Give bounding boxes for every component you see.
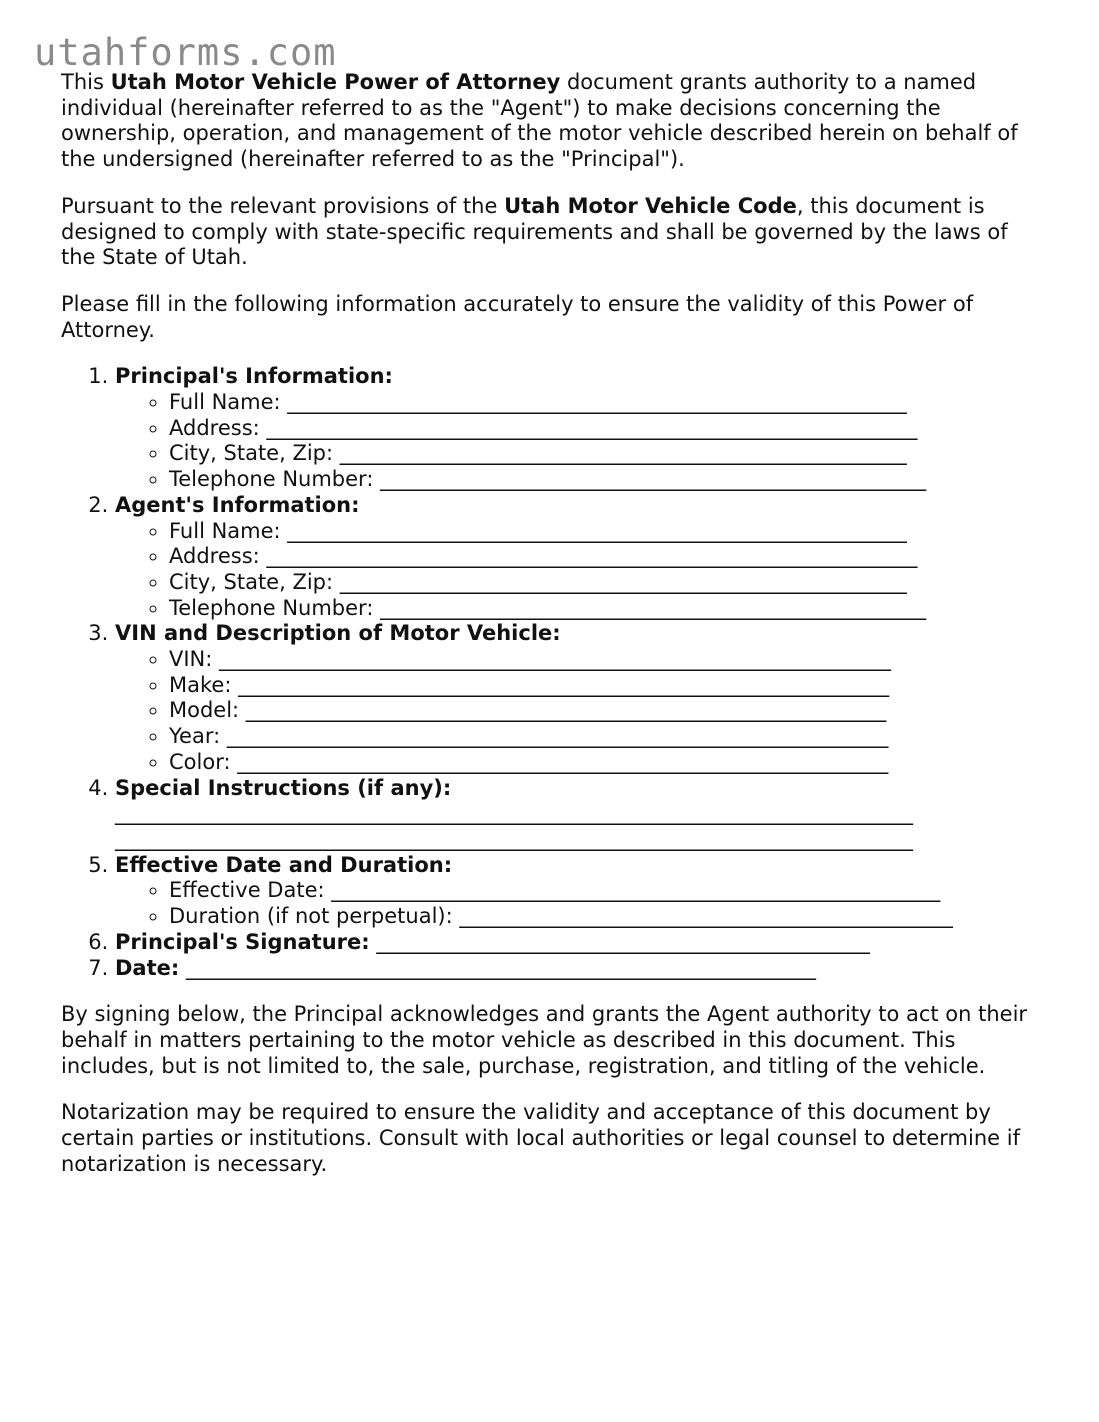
principal-signature-line[interactable]: _______________________________________________ — [369, 929, 870, 954]
principal-full-name-field[interactable]: ◦ Full Name: ___________________________________________________________ — [169, 390, 1046, 416]
intro-text-end: document grants authority to a named individual (hereinafter referred to as the "Agent") to make decisions concerning the ownership, operation, and management of the motor vehicle described herein on behalf of the undersigned (hereinafter referred to as the "Principal"). — [61, 70, 1018, 172]
special-instructions-section — [115, 776, 1046, 853]
special-instructions-heading: Special Instructions (if any): — [115, 775, 452, 800]
date-line[interactable]: ____________________________________________________________ — [179, 955, 816, 980]
pursuant-code-name: Utah Motor Vehicle Code — [504, 193, 797, 218]
notarization-paragraph: Notarization may be required to ensure the validity and acceptance of this document by certain parties or institutions. Consult with local authorities or legal counsel to determine if notarization is necessary. — [61, 1100, 1020, 1176]
agent-section-heading: Agent's Information: — [115, 492, 360, 517]
pursuant-text-start: Pursuant to the relevant provisions of the — [61, 193, 505, 218]
principal-section-heading: Principal's Information: — [115, 364, 393, 389]
effective-fields — [115, 878, 1046, 929]
intro-document-title: Utah Motor Vehicle Power of Attorney — [110, 70, 561, 94]
vehicle-year-field[interactable]: ◦ Year: _______________________________________________________________ — [169, 724, 1046, 750]
vehicle-model-field[interactable]: ◦ Model: _____________________________________________________________ — [169, 698, 1046, 724]
agent-full-name-field[interactable]: ◦ Full Name: ___________________________________________________________ — [169, 519, 1046, 545]
agent-fields — [115, 519, 1046, 622]
pursuant-text-end: , this document is designed to comply with state-specific requirements and shall be governed by the laws of the State of Utah. — [61, 193, 1008, 270]
principal-address-field[interactable]: ◦ Address: ______________________________________________________________ — [169, 416, 1046, 442]
principal-city-state-zip-field[interactable]: ◦ City, State, Zip: ______________________________________________________ — [169, 441, 1046, 467]
date-label: Date: — [115, 955, 180, 980]
pursuant-paragraph — [61, 194, 1046, 271]
effective-section — [115, 853, 1046, 930]
vehicle-section — [115, 621, 1046, 775]
date-section — [115, 956, 1046, 982]
vehicle-section-heading: VIN and Description of Motor Vehicle: — [115, 621, 561, 646]
special-instructions-line-1[interactable]: ____________________________________________________________________________ — [115, 801, 913, 826]
agent-section — [115, 493, 1046, 622]
document-body — [61, 70, 1046, 1198]
vehicle-vin-field[interactable]: ◦ VIN: ________________________________________________________________ — [169, 647, 1046, 673]
duration-field[interactable]: ◦ Duration (if not perpetual): _______________________________________________ — [169, 904, 1046, 930]
vehicle-color-field[interactable]: ◦ Color: ______________________________________________________________ — [169, 750, 1046, 776]
principal-section — [115, 364, 1046, 493]
special-instructions-line-2[interactable]: ____________________________________________________________________________ — [115, 826, 913, 851]
form-sections-list — [61, 364, 1046, 981]
principal-telephone-field[interactable]: ◦ Telephone Number: ____________________________________________________ — [169, 467, 1046, 493]
principal-signature-label: Principal's Signature: — [115, 929, 370, 954]
acknowledgement-paragraph: By signing below, the Principal acknowledges and grants the Agent authority to act on their behalf in matters pertaining to the motor vehicle as described in this document. This includes, but is not limited to, the sale, purchase, registration, and titling of the vehicle. — [61, 1002, 1028, 1078]
principal-signature-section — [115, 930, 1046, 956]
vehicle-make-field[interactable]: ◦ Make: ______________________________________________________________ — [169, 673, 1046, 699]
intro-text-start: This — [61, 70, 111, 94]
effective-date-field[interactable]: ◦ Effective Date: __________________________________________________________ — [169, 878, 1046, 904]
agent-city-state-zip-field[interactable]: ◦ City, State, Zip: ______________________________________________________ — [169, 570, 1046, 596]
site-watermark: utahforms.com — [34, 31, 337, 74]
agent-telephone-field[interactable]: ◦ Telephone Number: ____________________________________________________ — [169, 596, 1046, 622]
principal-fields — [115, 390, 1046, 493]
effective-section-heading: Effective Date and Duration: — [115, 852, 453, 877]
intro-paragraph — [61, 70, 1046, 173]
vehicle-fields — [115, 647, 1046, 776]
agent-address-field[interactable]: ◦ Address: ______________________________________________________________ — [169, 544, 1046, 570]
fill-instruction-paragraph: Please fill in the following information accurately to ensure the validity of this Power of Attorney. — [61, 291, 974, 342]
